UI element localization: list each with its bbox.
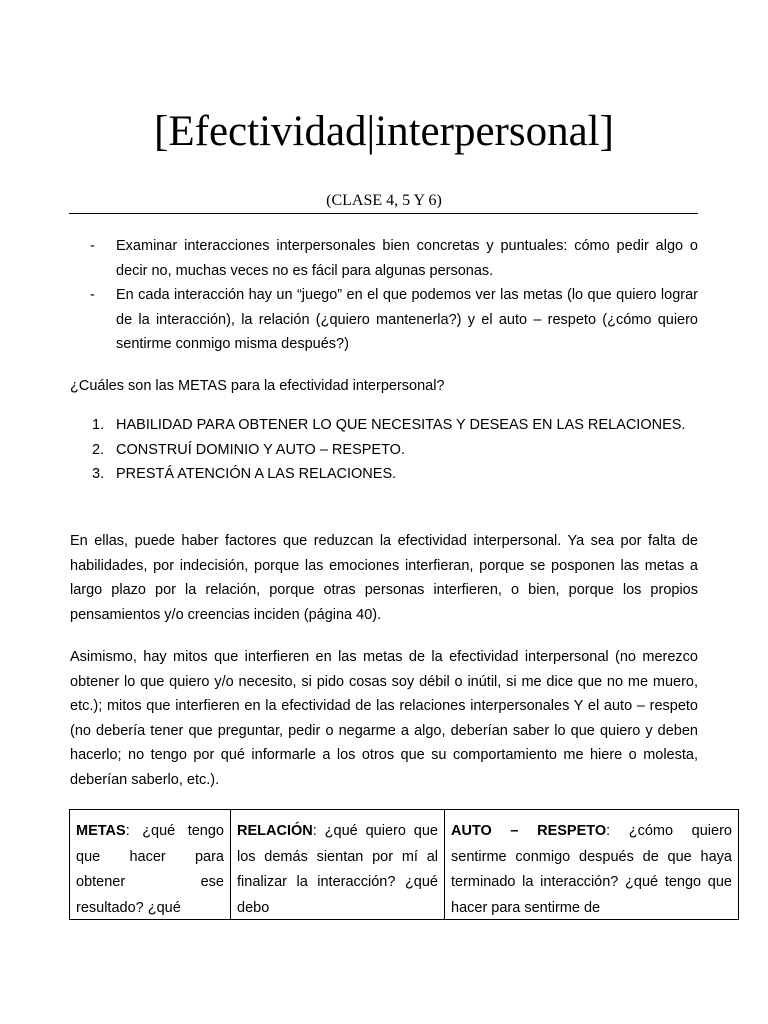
table-cell-auto-respeto [445,810,739,920]
intro-bullet-list [70,234,698,357]
cell-heading: METAS [76,823,126,839]
list-item [70,438,698,463]
table-cell-relacion [231,810,445,920]
table-cell-metas [70,810,231,920]
bullet-text: En cada interacción hay un “juego” en el que podemos ver las metas (lo que quiero lograr de la interacción), la relación (¿quiero mantenerla?) y el auto – respeto (¿cómo quiero sentirme conmigo misma después?) [116,287,698,353]
number-marker: 2. [92,441,105,458]
list-item [70,283,698,357]
bullet-marker: - [90,238,95,254]
cell-text: : ¿qué quiero que los demás sientan por mí al finalizar la interacción? ¿qué debo [237,823,438,916]
number-marker: 3. [92,466,105,483]
title-divider [69,213,698,214]
myths-paragraph: Asimismo, hay mitos que interfieren en las metas de la efectividad interpersonal (no merezco obtener lo que quiero y/o necesito, si pido cosas soy débil o inútil, si me dice que no me muero, etc.); mitos que interfieren en la efectividad de las relaciones interpersonales Y el auto – respeto (no debería tener que preguntar, pedir o negarme a algo, deberían saber lo que quiero y deben hacerlo; no tengo por qué informarle a los otros que su comportamiento me hiere o molesta, deberían saberlo, etc.). [70,649,698,788]
list-item [70,462,698,487]
list-item [70,413,698,438]
page-title: [Efectividad|interpersonal] [154,108,614,155]
number-marker: 1. [92,417,105,433]
bullet-text: Examinar interacciones interpersonales bien concretas y puntuales: cómo pedir algo o decir no, muchas veces no es fácil para algunas personas. [116,238,698,279]
list-item [70,234,698,283]
cell-heading: RELACIÓN [237,823,313,839]
table-row [70,810,739,920]
goal-text: PRESTÁ ATENCIÓN A LAS RELACIONES. [116,466,397,483]
goal-text: CONSTRUÍ DOMINIO Y AUTO – RESPETO. [116,441,405,458]
goal-text: HABILIDAD PARA OBTENER LO QUE NECESITAS Y DESEAS EN LAS RELACIONES. [116,417,686,433]
cell-text: : ¿qué tengo que hacer para obtener ese resultado? ¿qué [76,823,224,916]
goals-numbered-list [70,413,698,487]
factors-paragraph: En ellas, puede haber factores que reduzcan la efectividad interpersonal. Ya sea por falta de habilidades, por indecisión, porque las emociones interfieran, porque se posponen las metas a largo plazo por la relación, porque otras personas interfieren, o bien, porque los propios pensamientos y/o creencias inciden (página 40). [70,533,698,623]
cell-text: : ¿cómo quiero sentirme conmigo después de que haya terminado la interacción? ¿qué tengo que hacer para sentirme de [451,823,732,916]
cell-heading: AUTO – RESPETO [451,823,607,839]
page-subtitle: (CLASE 4, 5 Y 6) [326,192,442,209]
goals-table [69,809,739,920]
goals-question: ¿Cuáles son las METAS para la efectividad interpersonal? [70,378,445,394]
bullet-marker: - [90,287,95,304]
